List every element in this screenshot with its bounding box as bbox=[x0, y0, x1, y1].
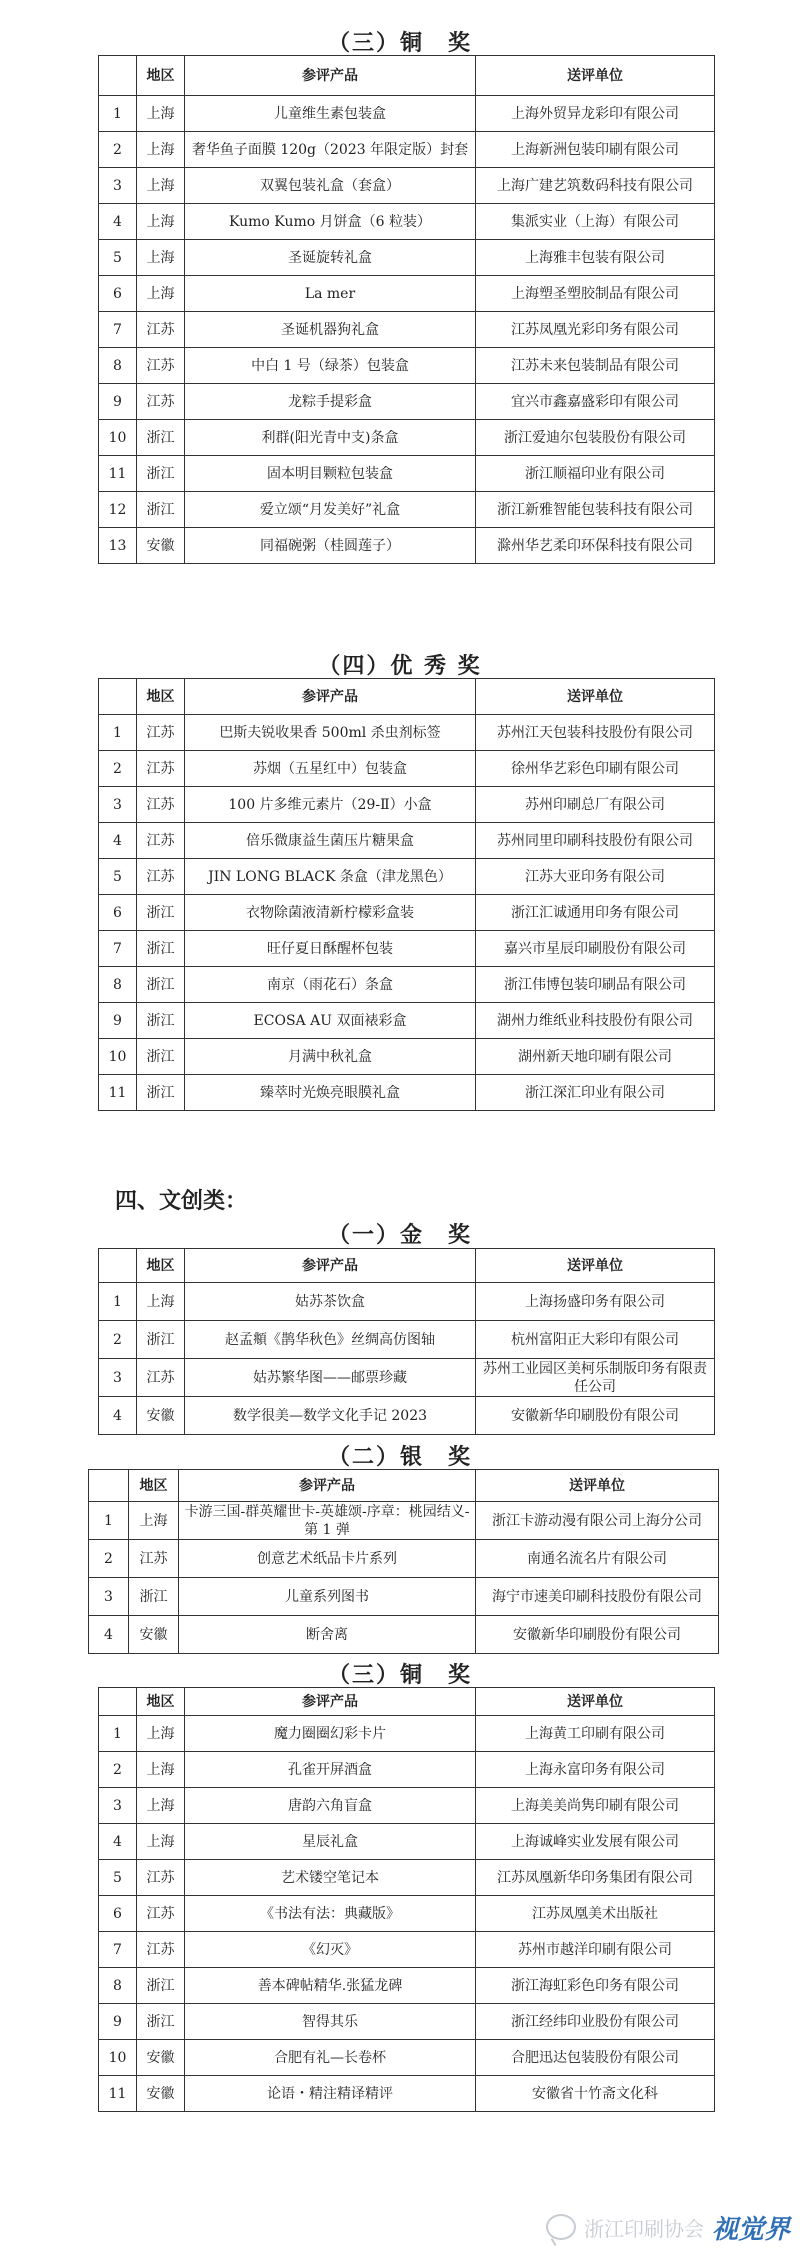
row-region: 安徽 bbox=[137, 2040, 185, 2076]
category-heading-cultural-creative: 四、文创类： bbox=[115, 1189, 248, 1214]
col-header-unit: 送评单位 bbox=[476, 1249, 715, 1283]
table-row bbox=[99, 1321, 715, 1359]
row-unit: 南通名流名片有限公司 bbox=[476, 1540, 719, 1578]
row-region: 江苏 bbox=[137, 1359, 185, 1397]
row-product: 利群(阳光青中支)条盒 bbox=[185, 420, 476, 456]
row-unit: 海宁市速美印刷科技股份有限公司 bbox=[476, 1578, 719, 1616]
row-index: 6 bbox=[99, 895, 137, 931]
row-index: 9 bbox=[99, 1003, 137, 1039]
row-index: 1 bbox=[89, 1502, 129, 1540]
table-row bbox=[99, 1824, 715, 1860]
row-product: 同福碗粥（桂圆莲子） bbox=[185, 528, 476, 564]
row-product: 唐韵六角盲盒 bbox=[185, 1788, 476, 1824]
row-product: ECOSA AU 双面裱彩盒 bbox=[185, 1003, 476, 1039]
row-region: 上海 bbox=[137, 96, 185, 132]
table-row bbox=[89, 1616, 719, 1654]
row-region: 江苏 bbox=[137, 1896, 185, 1932]
row-product: 儿童系列图书 bbox=[179, 1578, 476, 1616]
row-product: 双翼包装礼盒（套盒） bbox=[185, 168, 476, 204]
row-product: 《幻灭》 bbox=[185, 1932, 476, 1968]
row-region: 安徽 bbox=[137, 1397, 185, 1435]
row-product: 论语・精注精译精评 bbox=[185, 2076, 476, 2112]
section-title-silver: （二）银 奖 bbox=[327, 1445, 472, 1470]
table-row bbox=[89, 1502, 719, 1540]
col-header-index bbox=[99, 679, 137, 715]
table-row bbox=[99, 1788, 715, 1824]
row-index: 4 bbox=[99, 1397, 137, 1435]
award-table-silver bbox=[88, 1469, 719, 1654]
col-header-unit: 送评单位 bbox=[476, 1470, 719, 1502]
table-row bbox=[99, 132, 715, 168]
col-header-product: 参评产品 bbox=[185, 56, 476, 96]
table-row bbox=[99, 1075, 715, 1111]
row-region: 浙江 bbox=[137, 1968, 185, 2004]
section-title-bronze-cultural: （三）铜 奖 bbox=[327, 1663, 472, 1688]
col-header-region: 地区 bbox=[137, 1688, 185, 1716]
row-region: 浙江 bbox=[137, 456, 185, 492]
row-index: 3 bbox=[89, 1578, 129, 1616]
row-product: 巴斯夫锐收果香 500ml 杀虫剂标签 bbox=[185, 715, 476, 751]
row-region: 江苏 bbox=[137, 312, 185, 348]
row-unit: 苏州江天包装科技股份有限公司 bbox=[476, 715, 715, 751]
row-unit: 安徽新华印刷股份有限公司 bbox=[476, 1397, 715, 1435]
table-row bbox=[99, 1359, 715, 1397]
row-product: 100 片多维元素片（29-Ⅱ）小盒 bbox=[185, 787, 476, 823]
row-region: 江苏 bbox=[137, 348, 185, 384]
row-index: 1 bbox=[99, 1716, 137, 1752]
row-product: 旺仔夏日酥醒杯包装 bbox=[185, 931, 476, 967]
row-index: 11 bbox=[99, 1075, 137, 1111]
row-index: 13 bbox=[99, 528, 137, 564]
col-header-region: 地区 bbox=[137, 1249, 185, 1283]
row-region: 上海 bbox=[137, 1716, 185, 1752]
row-index: 10 bbox=[99, 1039, 137, 1075]
row-product: 创意艺术纸品卡片系列 bbox=[179, 1540, 476, 1578]
row-unit: 嘉兴市星辰印刷股份有限公司 bbox=[476, 931, 715, 967]
section-title-bronze: （三）铜 奖 bbox=[327, 31, 472, 56]
row-index: 9 bbox=[99, 2004, 137, 2040]
row-index: 8 bbox=[99, 1968, 137, 2004]
table-row bbox=[89, 1578, 719, 1616]
row-unit: 湖州力维纸业科技股份有限公司 bbox=[476, 1003, 715, 1039]
row-index: 4 bbox=[99, 1824, 137, 1860]
row-index: 3 bbox=[99, 1359, 137, 1397]
row-region: 上海 bbox=[137, 204, 185, 240]
row-unit: 浙江深汇印业有限公司 bbox=[476, 1075, 715, 1111]
row-region: 浙江 bbox=[137, 967, 185, 1003]
row-unit: 苏州市越洋印刷有限公司 bbox=[476, 1932, 715, 1968]
award-table-bronze-cultural bbox=[98, 1687, 715, 2112]
col-header-unit: 送评单位 bbox=[476, 1688, 715, 1716]
table-row bbox=[99, 1896, 715, 1932]
row-region: 江苏 bbox=[129, 1540, 179, 1578]
row-product: 赵孟頫《鹊华秋色》丝绸高仿图轴 bbox=[185, 1321, 476, 1359]
section-title-gold: （一）金 奖 bbox=[327, 1223, 472, 1248]
row-unit: 浙江经纬印业股份有限公司 bbox=[476, 2004, 715, 2040]
row-index: 5 bbox=[99, 859, 137, 895]
row-region: 浙江 bbox=[137, 2004, 185, 2040]
row-unit: 浙江伟博包装印刷品有限公司 bbox=[476, 967, 715, 1003]
row-product: JIN LONG BLACK 条盒（津龙黑色） bbox=[185, 859, 476, 895]
row-region: 江苏 bbox=[137, 1932, 185, 1968]
table-row bbox=[99, 859, 715, 895]
row-index: 2 bbox=[99, 751, 137, 787]
row-region: 浙江 bbox=[137, 1075, 185, 1111]
row-unit: 上海外贸异龙彩印有限公司 bbox=[476, 96, 715, 132]
table-row bbox=[99, 96, 715, 132]
row-unit: 江苏凤凰美术出版社 bbox=[476, 1896, 715, 1932]
row-index: 6 bbox=[99, 1896, 137, 1932]
row-index: 4 bbox=[99, 823, 137, 859]
row-region: 安徽 bbox=[137, 528, 185, 564]
row-index: 6 bbox=[99, 276, 137, 312]
row-unit: 苏州工业园区美柯乐制版印务有限责任公司 bbox=[476, 1359, 715, 1397]
row-index: 7 bbox=[99, 312, 137, 348]
row-product: 臻萃时光焕亮眼膜礼盒 bbox=[185, 1075, 476, 1111]
award-table-gold bbox=[98, 1248, 715, 1435]
row-product: 月满中秋礼盒 bbox=[185, 1039, 476, 1075]
row-unit: 上海新洲包装印刷有限公司 bbox=[476, 132, 715, 168]
table-row bbox=[89, 1540, 719, 1578]
row-index: 10 bbox=[99, 2040, 137, 2076]
row-index: 4 bbox=[99, 204, 137, 240]
row-unit: 浙江海虹彩色印务有限公司 bbox=[476, 1968, 715, 2004]
table-row bbox=[99, 492, 715, 528]
table-row bbox=[99, 1860, 715, 1896]
row-product: La mer bbox=[185, 276, 476, 312]
row-index: 5 bbox=[99, 1860, 137, 1896]
row-index: 8 bbox=[99, 967, 137, 1003]
watermark-logo: 视觉界 bbox=[711, 2214, 790, 2245]
row-region: 上海 bbox=[137, 132, 185, 168]
row-product: 儿童维生素包装盒 bbox=[185, 96, 476, 132]
table-row bbox=[99, 931, 715, 967]
table-row bbox=[99, 787, 715, 823]
table-row bbox=[99, 276, 715, 312]
watermark-text: 浙江印刷协会 bbox=[583, 2216, 704, 2241]
row-index: 12 bbox=[99, 492, 137, 528]
table-row bbox=[99, 751, 715, 787]
col-header-product: 参评产品 bbox=[185, 679, 476, 715]
section-title-excellence: （四）优 秀 奖 bbox=[318, 654, 482, 679]
table-row bbox=[99, 895, 715, 931]
row-unit: 江苏未来包装制品有限公司 bbox=[476, 348, 715, 384]
row-product: 合肥有礼—长卷杯 bbox=[185, 2040, 476, 2076]
table-row bbox=[99, 1003, 715, 1039]
row-region: 江苏 bbox=[137, 751, 185, 787]
row-product: 卡游三国-群英耀世卡-英雄颂-序章：桃园结义-第 1 弹 bbox=[179, 1502, 476, 1540]
row-region: 安徽 bbox=[137, 2076, 185, 2112]
row-index: 8 bbox=[99, 348, 137, 384]
row-region: 江苏 bbox=[137, 1860, 185, 1896]
row-region: 上海 bbox=[137, 168, 185, 204]
row-unit: 上海永富印务有限公司 bbox=[476, 1752, 715, 1788]
row-region: 上海 bbox=[137, 1752, 185, 1788]
row-index: 1 bbox=[99, 715, 137, 751]
row-index: 3 bbox=[99, 1788, 137, 1824]
row-region: 浙江 bbox=[137, 931, 185, 967]
table-row bbox=[99, 420, 715, 456]
col-header-unit: 送评单位 bbox=[476, 679, 715, 715]
table-row bbox=[99, 456, 715, 492]
row-unit: 上海黄工印刷有限公司 bbox=[476, 1716, 715, 1752]
row-index: 10 bbox=[99, 420, 137, 456]
row-unit: 上海美美尚隽印刷有限公司 bbox=[476, 1788, 715, 1824]
row-unit: 江苏凤凰光彩印务有限公司 bbox=[476, 312, 715, 348]
row-unit: 苏州同里印刷科技股份有限公司 bbox=[476, 823, 715, 859]
row-product: 苏烟（五星红中）包装盒 bbox=[185, 751, 476, 787]
row-product: 数学很美—数学文化手记 2023 bbox=[185, 1397, 476, 1435]
table-row bbox=[99, 715, 715, 751]
row-index: 3 bbox=[99, 787, 137, 823]
row-product: 圣诞机器狗礼盒 bbox=[185, 312, 476, 348]
row-unit: 苏州印刷总厂有限公司 bbox=[476, 787, 715, 823]
col-header-unit: 送评单位 bbox=[476, 56, 715, 96]
row-unit: 浙江新雅智能包装科技有限公司 bbox=[476, 492, 715, 528]
row-index: 3 bbox=[99, 168, 137, 204]
row-product: 《书法有法：典藏版》 bbox=[185, 1896, 476, 1932]
row-region: 安徽 bbox=[129, 1616, 179, 1654]
col-header-index bbox=[99, 1249, 137, 1283]
row-unit: 徐州华艺彩色印刷有限公司 bbox=[476, 751, 715, 787]
row-product: 中白 1 号（绿茶）包装盒 bbox=[185, 348, 476, 384]
table-row bbox=[99, 240, 715, 276]
row-product: 断舍离 bbox=[179, 1616, 476, 1654]
col-header-product: 参评产品 bbox=[179, 1470, 476, 1502]
col-header-index bbox=[99, 56, 137, 96]
row-product: 龙粽手提彩盒 bbox=[185, 384, 476, 420]
row-product: 姑苏繁华图——邮票珍藏 bbox=[185, 1359, 476, 1397]
row-product: 衣物除菌液清新柠檬彩盒装 bbox=[185, 895, 476, 931]
row-product: 倍乐微康益生菌压片糖果盒 bbox=[185, 823, 476, 859]
row-region: 江苏 bbox=[137, 823, 185, 859]
row-unit: 浙江汇诚通用印务有限公司 bbox=[476, 895, 715, 931]
row-region: 浙江 bbox=[137, 1003, 185, 1039]
table-row bbox=[99, 1397, 715, 1435]
table-row bbox=[99, 1932, 715, 1968]
row-region: 浙江 bbox=[137, 1039, 185, 1075]
row-unit: 浙江卡游动漫有限公司上海分公司 bbox=[476, 1502, 719, 1540]
row-unit: 上海塑圣塑胶制品有限公司 bbox=[476, 276, 715, 312]
row-region: 上海 bbox=[137, 1788, 185, 1824]
row-region: 浙江 bbox=[137, 895, 185, 931]
row-region: 江苏 bbox=[137, 859, 185, 895]
row-region: 上海 bbox=[137, 276, 185, 312]
row-region: 上海 bbox=[137, 1283, 185, 1321]
row-unit: 合肥迅达包装股份有限公司 bbox=[476, 2040, 715, 2076]
row-product: 善本碑帖精华.张猛龙碑 bbox=[185, 1968, 476, 2004]
row-unit: 湖州新天地印刷有限公司 bbox=[476, 1039, 715, 1075]
watermark bbox=[546, 2209, 790, 2245]
table-row bbox=[99, 528, 715, 564]
row-product: 圣诞旋转礼盒 bbox=[185, 240, 476, 276]
award-table-bronze-packaging bbox=[98, 55, 715, 564]
row-unit: 浙江爱迪尔包装股份有限公司 bbox=[476, 420, 715, 456]
row-product: Kumo Kumo 月饼盒（6 粒装） bbox=[185, 204, 476, 240]
row-region: 江苏 bbox=[137, 715, 185, 751]
table-row bbox=[99, 2040, 715, 2076]
col-header-region: 地区 bbox=[137, 679, 185, 715]
row-index: 2 bbox=[89, 1540, 129, 1578]
row-unit: 安徽省十竹斋文化科 bbox=[476, 2076, 715, 2112]
table-row bbox=[99, 168, 715, 204]
table-row bbox=[99, 204, 715, 240]
row-unit: 上海广建艺筑数码科技有限公司 bbox=[476, 168, 715, 204]
table-row bbox=[99, 2076, 715, 2112]
row-region: 浙江 bbox=[137, 492, 185, 528]
row-product: 艺术镂空笔记本 bbox=[185, 1860, 476, 1896]
table-row bbox=[99, 1039, 715, 1075]
row-unit: 浙江顺福印业有限公司 bbox=[476, 456, 715, 492]
row-index: 4 bbox=[89, 1616, 129, 1654]
row-index: 11 bbox=[99, 456, 137, 492]
row-index: 9 bbox=[99, 384, 137, 420]
row-unit: 杭州富阳正大彩印有限公司 bbox=[476, 1321, 715, 1359]
row-index: 1 bbox=[99, 96, 137, 132]
table-row bbox=[99, 1968, 715, 2004]
table-row bbox=[99, 967, 715, 1003]
row-region: 江苏 bbox=[137, 787, 185, 823]
col-header-product: 参评产品 bbox=[185, 1688, 476, 1716]
col-header-product: 参评产品 bbox=[185, 1249, 476, 1283]
row-region: 上海 bbox=[137, 1824, 185, 1860]
row-unit: 滁州华艺柔印环保科技有限公司 bbox=[476, 528, 715, 564]
row-unit: 宜兴市鑫嘉盛彩印有限公司 bbox=[476, 384, 715, 420]
col-header-region: 地区 bbox=[129, 1470, 179, 1502]
row-index: 5 bbox=[99, 240, 137, 276]
row-product: 爱立颂“月发美好”礼盒 bbox=[185, 492, 476, 528]
row-index: 1 bbox=[99, 1283, 137, 1321]
row-unit: 安徽新华印刷股份有限公司 bbox=[476, 1616, 719, 1654]
table-row bbox=[99, 1716, 715, 1752]
row-index: 11 bbox=[99, 2076, 137, 2112]
row-product: 魔力圈圈幻彩卡片 bbox=[185, 1716, 476, 1752]
row-product: 星辰礼盒 bbox=[185, 1824, 476, 1860]
row-product: 智得其乐 bbox=[185, 2004, 476, 2040]
row-unit: 上海雅丰包装有限公司 bbox=[476, 240, 715, 276]
row-unit: 上海诚峰实业发展有限公司 bbox=[476, 1824, 715, 1860]
chat-bubble-icon bbox=[546, 2214, 576, 2240]
row-product: 固本明目颗粒包装盒 bbox=[185, 456, 476, 492]
row-index: 7 bbox=[99, 1932, 137, 1968]
row-index: 2 bbox=[99, 1752, 137, 1788]
row-region: 浙江 bbox=[137, 1321, 185, 1359]
row-region: 江苏 bbox=[137, 384, 185, 420]
row-region: 浙江 bbox=[137, 420, 185, 456]
table-row bbox=[99, 2004, 715, 2040]
row-region: 浙江 bbox=[129, 1578, 179, 1616]
row-product: 孔雀开屏酒盒 bbox=[185, 1752, 476, 1788]
table-row bbox=[99, 384, 715, 420]
row-region: 上海 bbox=[137, 240, 185, 276]
row-index: 2 bbox=[99, 1321, 137, 1359]
row-unit: 上海扬盛印务有限公司 bbox=[476, 1283, 715, 1321]
row-index: 2 bbox=[99, 132, 137, 168]
table-row bbox=[99, 348, 715, 384]
award-table-excellence bbox=[98, 678, 715, 1111]
row-product: 南京（雨花石）条盒 bbox=[185, 967, 476, 1003]
row-product: 姑苏茶饮盒 bbox=[185, 1283, 476, 1321]
row-index: 7 bbox=[99, 931, 137, 967]
table-row bbox=[99, 823, 715, 859]
table-row bbox=[99, 1752, 715, 1788]
col-header-region: 地区 bbox=[137, 56, 185, 96]
table-row bbox=[99, 1283, 715, 1321]
row-unit: 集派实业（上海）有限公司 bbox=[476, 204, 715, 240]
row-region: 上海 bbox=[129, 1502, 179, 1540]
table-row bbox=[99, 312, 715, 348]
col-header-index bbox=[99, 1688, 137, 1716]
row-product: 奢华鱼子面膜 120g（2023 年限定版）封套 bbox=[185, 132, 476, 168]
row-unit: 江苏凤凰新华印务集团有限公司 bbox=[476, 1860, 715, 1896]
col-header-index bbox=[89, 1470, 129, 1502]
row-unit: 江苏大亚印务有限公司 bbox=[476, 859, 715, 895]
